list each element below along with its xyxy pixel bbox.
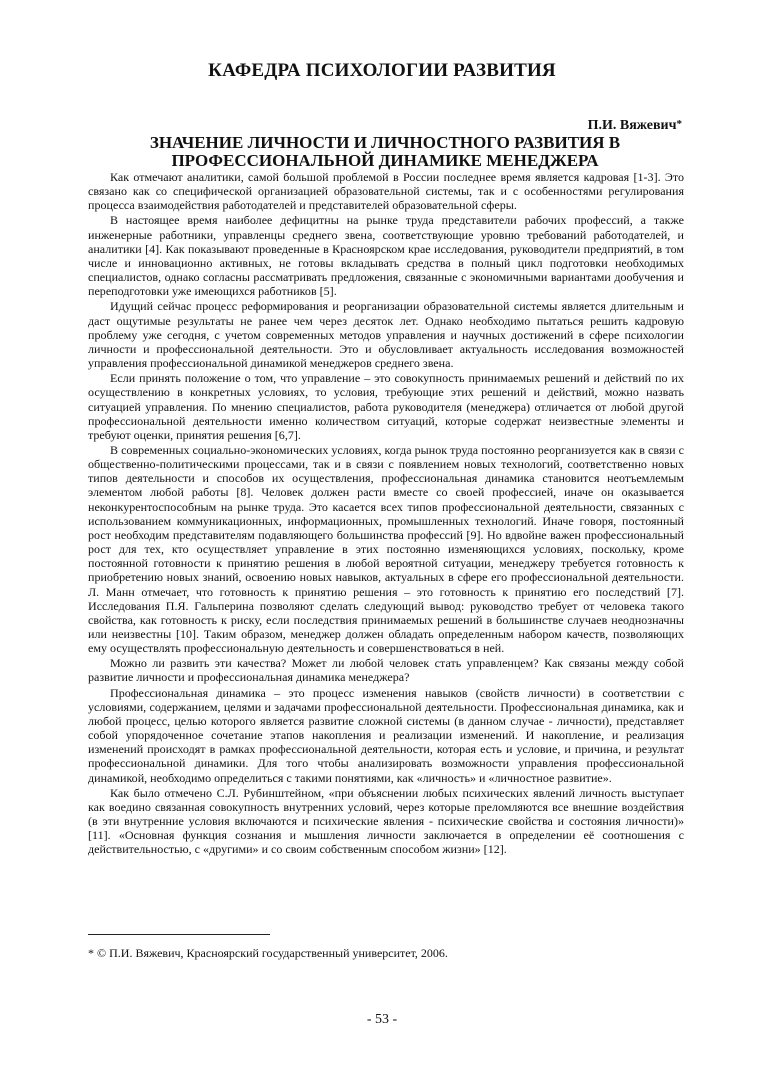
paragraph: Как было отмечено С.Л. Рубинштейном, «при объяснении любых психических явлений личность выступает как воедино связанная совокупность внутренних условий, через которые преломляются все внешние воздействия (в эти внутренние условия включаются и психические явления - психические свойства и состояния личности)» [11]. «Основная функция сознания и мышления личности заключается в определении её соотношения с действительностью, с «другими» и со своим собственным способом жизни» [12]. — [88, 785, 684, 857]
paragraph: В настоящее время наиболее дефицитны на рынке труда представители рабочих профессий, а также инженерные работники, управленцы среднего звена, соответствующие уровню требований работодателей, и аналитики [4]. Как показывают проведенные в Красноярском крае исследования, руководители предприятий, в том числе и инновационно активных, не готовы вкладывать средства в полный цикл подготовки необходимых специалистов, однако согласны рассматривать предложения, связанные с экономичными вариантами дообучения и переподготовки уже имеющихся работников [5]. — [88, 213, 684, 299]
article-title-line-2: ПРОФЕССИОНАЛЬНОЙ ДИНАМИКЕ МЕНЕДЖЕРА — [171, 151, 599, 170]
article-title — [120, 134, 650, 170]
footnote: * © П.И. Вяжевич, Красноярский государственный университет, 2006. — [88, 946, 448, 960]
article-title-line-1: ЗНАЧЕНИЕ ЛИЧНОСТИ И ЛИЧНОСТНОГО РАЗВИТИЯ В — [149, 133, 621, 152]
article-body — [88, 170, 684, 858]
paragraph: Можно ли развить эти качества? Может ли любой человек стать управленцем? Как связаны между собой развитие личности и профессиональная динамика менеджера? — [88, 656, 684, 685]
paragraph: Идущий сейчас процесс реформирования и реорганизации образовательной системы является длительным и даст ощутимые результаты не ранее чем через десяток лет. Однако необходимо пытаться решить кадровую проблему уже сегодня, с учетом современных методов управления и научных достижений в сфере психологии личности и профессиональной деятельности. Это и обусловливает актуальность исследования возможностей управления профессиональной динамикой менеджеров среднего звена. — [88, 299, 684, 371]
page-number: - 53 - — [366, 1012, 398, 1027]
paragraph: Как отмечают аналитики, самой большой проблемой в России последнее время является кадровая [1-3]. Это связано как со специфической организацией образовательной системы, так и с особенностями регулирования процесса взаимодействия работодателей и представителей образовательной сферы. — [88, 170, 684, 213]
paragraph: В современных социально-экономических условиях, когда рынок труда постоянно реорганизуется как в связи с общественно-политическими процессами, так и в связи с появлением новых технологий, соответственно новых типов деятельности и способов их осуществления, профессиональная динамика становится неотъемлемым элементом любой работы [8]. Человек должен расти вместе со своей профессией, иначе он оказывается неконкурентоспособным на рынке труда. Это касается всех типов профессиональной деятельности, связанных с использованием коммуникационных, информационных, промышленных технологий. Иначе говоря, постоянный рост необходим представителям подавляющего большинства профессий [9]. Но вдвойне важен профессиональный рост для тех, кто осуществляет управление в этих постоянно изменяющихся условиях, поскольку, кроме постоянной готовности к принятию решения в любой вероятной ситуации, менеджеру требуется готовность к приобретению новых знаний, освоению новых навыков, актуальных в сфере его профессиональной деятельности. Л. Манн отмечает, что готовность к принятию решения – это готовность к принятию его последствий [7]. Исследования П.Я. Гальперина позволяют сделать следующий вывод: руководство требует от человека такого свойства, как готовность к риску, если последствия принимаемых решений в большинстве случаев неоднозначны или неизвестны [10]. Таким образом, менеджер должен обладать определенным набором качеств, позволяющих ему осуществлять профессиональную деятельность и совершенствоваться в ней. — [88, 442, 684, 656]
paragraph: Если принять положение о том, что управление – это совокупность принимаемых решений и действий по их осуществлению в конкретных условиях, то условия, требующие этих решений и действий, можно назвать ситуацией управления. По мнению специалистов, работа руководителя (менеджера) отличается от любой другой профессиональной деятельности именно количеством ситуаций, которые содержат неизвестные элементы и требуют оценки, принятия решения [6,7]. — [88, 371, 684, 442]
paragraph: Профессиональная динамика – это процесс изменения навыков (свойств личности) в соответствии с условиями, содержанием, целями и задачами профессиональной деятельности. Профессиональная динамика, как и любой процесс, целью которого является развитие сложной системы (в данном случае - личности), представляет собой упорядоченное сочетание этапов накопления и реализации изменений. И накопление, и реализация изменений происходят в рамках профессиональной деятельности, которая есть и условие, и причина, и результат профессиональной динамики. Для того чтобы анализировать возможности управления профессиональной динамикой, необходимо определиться с такими понятиями, как «личность» и «личностное развитие». — [88, 685, 684, 785]
footnote-mark: * — [676, 118, 682, 130]
author-name-text: П.И. Вяжевич — [587, 118, 677, 133]
department-heading: КАФЕДРА ПСИХОЛОГИИ РАЗВИТИЯ — [208, 60, 556, 81]
author-name — [588, 118, 682, 134]
footnote-divider — [88, 934, 270, 935]
